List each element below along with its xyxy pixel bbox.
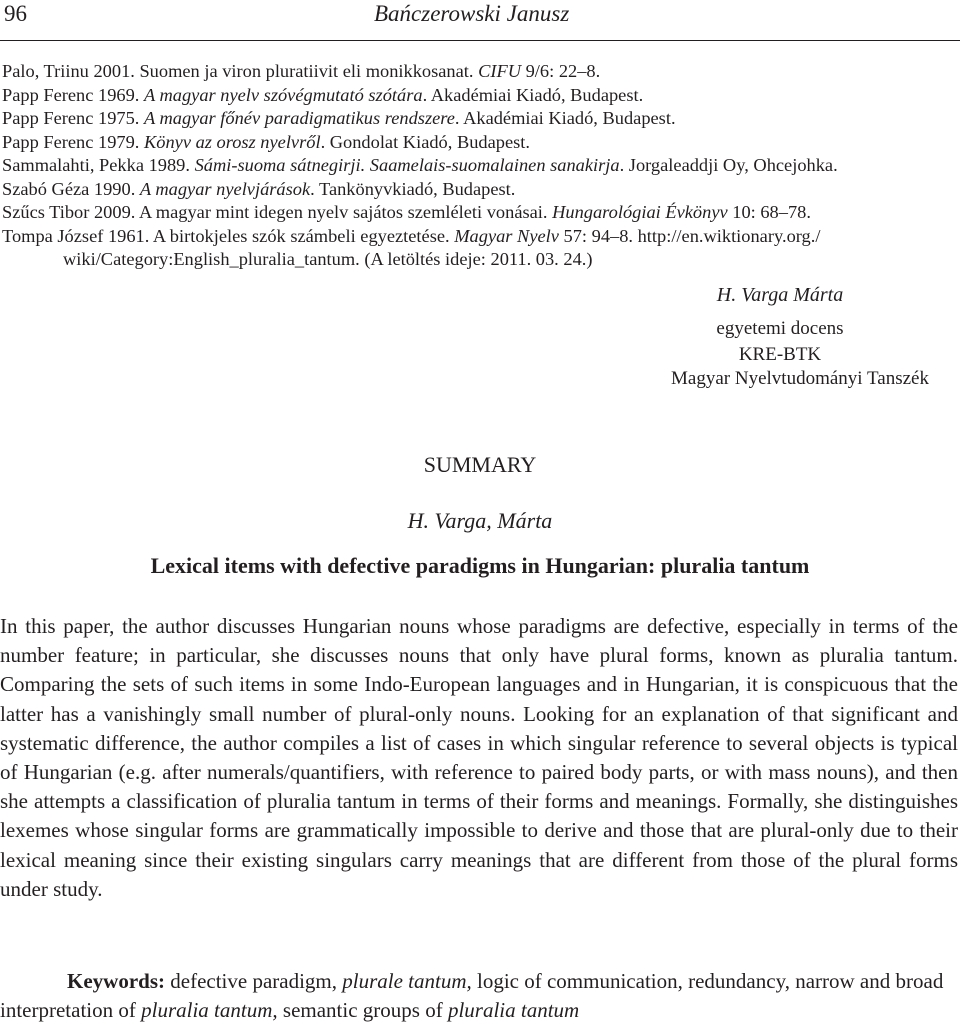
reference-item: Szűcs Tibor 2009. A magyar mint idegen nyelv sajátos szemléleti vonásai. Hungarológiai Évkönyv 10: 68–78. xyxy=(2,202,811,222)
running-head: Bańczerowski Janusz xyxy=(374,1,570,26)
author-institution: KRE-BTK xyxy=(738,344,822,365)
page-header xyxy=(0,0,960,41)
abstract-paragraph: In this paper, the author discusses Hungarian nouns whose paradigms are defective, especially in terms of the number feature; in particular, she discusses nouns that only have plural forms, known as pluralia tantum. Comparing the sets of such items in some Indo-European languages and in Hungarian, it is conspicuous that the latter has a vanishingly small number of plural-only nouns. Looking for an explanation of that significant and systematic difference, the author compiles a list of cases in which singular reference to several objects is typical of Hungarian (e.g. after numerals/quantifiers, with reference to paired body parts, or with mass nouns), and then she attempts a classification of pluralia tantum in terms of their forms and meanings. Formally, she distinguishes lexemes whose singular forms are grammatically impossible to derive and those that are plural-only due to their lexical meaning since their existing singulars carry meanings that are different from those of the plural forms under study. xyxy=(0,614,958,901)
keywords-label: Keywords: xyxy=(67,969,165,993)
keywords-paragraph: Keywords: defective paradigm, plurale tantum, logic of communication, redundancy, narrow and broad interpretation of pluralia tantum, semantic groups of pluralia tantum xyxy=(0,969,944,1023)
page-number: 96 xyxy=(4,1,27,26)
reference-item: Sammalahti, Pekka 1989. Sámi-suoma sátnegirji. Saamelais-suomalainen sanakirja. Jorgaleaddji Oy, Ohcejohka. xyxy=(2,155,838,175)
reference-item: Palo, Triinu 2001. Suomen ja viron pluratiivit eli monikkosanat. CIFU 9/6: 22–8. xyxy=(2,61,601,81)
reference-item: Papp Ferenc 1979. Könyv az orosz nyelvről. Gondolat Kiadó, Budapest. xyxy=(2,131,530,152)
summary-title: SUMMARY xyxy=(423,452,537,477)
reference-item: Papp Ferenc 1975. A magyar főnév paradigmatikus rendszere. Akadémiai Kiadó, Budapest. xyxy=(2,108,676,128)
author-name: H. Varga Márta xyxy=(716,284,844,306)
author-position: egyetemi docens xyxy=(716,318,844,339)
reference-list xyxy=(2,60,960,272)
reference-item: Tompa József 1961. A birtokjeles szók számbeli egyeztetése. Magyar Nyelv 57: 94–8. http://en.wiktionary.org./ wiki/Category:English_pluralia_tantum. (A letöltés ideje: 2011. 03. 24.) xyxy=(2,225,821,269)
author-department: Magyar Nyelvtudományi Tanszék xyxy=(671,368,929,389)
reference-item: Papp Ferenc 1969. A magyar nyelv szóvégmutató szótára. Akadémiai Kiadó, Budapest. xyxy=(2,84,644,105)
summary-heading: Lexical items with defective paradigms in Hungarian: pluralia tantum xyxy=(150,553,810,578)
reference-item: Szabó Géza 1990. A magyar nyelvjárások. Tankönyvkiadó, Budapest. xyxy=(2,178,516,199)
summary-author: H. Varga, Márta xyxy=(407,508,553,533)
